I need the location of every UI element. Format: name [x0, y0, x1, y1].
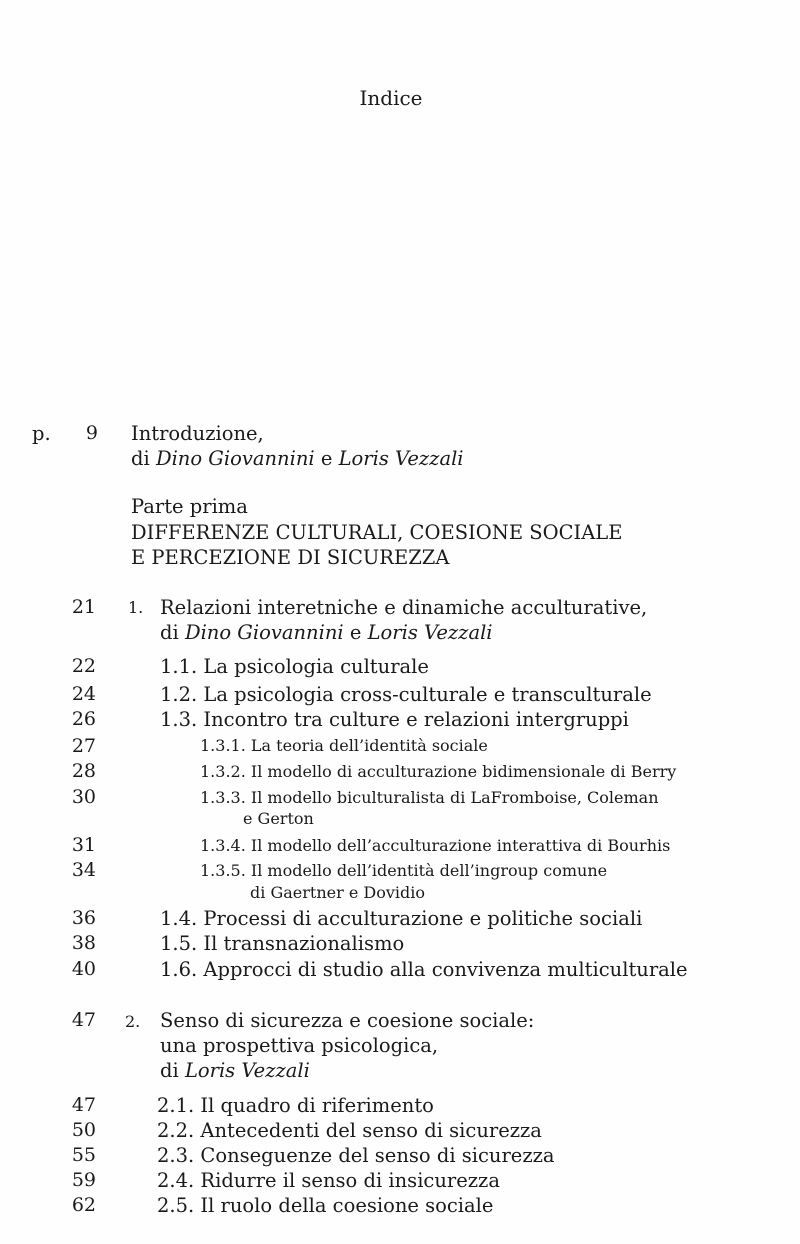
section-1-5: 1.5. Il transnazionalismo	[160, 932, 405, 955]
section-1-3-1: 1.3.1. La teoria dell’identità sociale	[200, 736, 488, 755]
section-page-number: 59	[71, 1169, 96, 1191]
chapter-1-authors: di Dino Giovannini e Loris Vezzali	[160, 621, 493, 644]
section-page-number: 62	[71, 1194, 96, 1216]
page-prefix: p.	[32, 422, 51, 445]
section-1-3-3-cont: e Gerton	[243, 809, 314, 828]
chapter-2-number: 2.	[125, 1012, 141, 1031]
chapter-1-page-number: 21	[71, 596, 96, 618]
section-page-number: 47	[71, 1094, 96, 1116]
author-name: Dino Giovannini	[155, 447, 315, 470]
chapter-2-title-line2: una prospettiva psicologica,	[160, 1034, 439, 1057]
section-1-6: 1.6. Approcci di studio alla convivenza multiculturale	[160, 958, 688, 981]
chapter-2-authors: di Loris Vezzali	[160, 1059, 310, 1082]
section-1-1: 1.1. La psicologia culturale	[160, 655, 429, 678]
section-2-2: 2.2. Antecedenti del senso di sicurezza	[157, 1119, 542, 1142]
intro-page-number: 9	[85, 422, 98, 444]
section-page-number: 38	[71, 932, 96, 954]
part-title-line2: E PERCEZIONE DI SICUREZZA	[131, 546, 450, 569]
chapter-2-page-number: 47	[71, 1009, 96, 1031]
section-1-4: 1.4. Processi di acculturazione e politiche sociali	[160, 907, 643, 930]
section-page-number: 40	[71, 958, 96, 980]
section-1-3-3: 1.3.3. Il modello biculturalista di LaFromboise, Coleman	[200, 788, 659, 807]
section-1-3-5-cont: di Gaertner e Dovidio	[250, 883, 425, 902]
section-page-number: 27	[71, 735, 96, 757]
part-title-line1: DIFFERENZE CULTURALI, COESIONE SOCIALE	[131, 521, 623, 544]
section-page-number: 26	[71, 708, 96, 730]
section-page-number: 22	[71, 655, 96, 677]
chapter-2-title-line1: Senso di sicurezza e coesione sociale:	[160, 1009, 535, 1032]
section-1-3-2: 1.3.2. Il modello di acculturazione bidimensionale di Berry	[200, 762, 677, 781]
page-title: Indice	[359, 86, 423, 110]
author-name: Loris Vezzali	[184, 1059, 310, 1082]
section-2-4: 2.4. Ridurre il senso di insicurezza	[157, 1169, 500, 1192]
section-1-3-5: 1.3.5. Il modello dell’identità dell’ingroup comune	[200, 861, 608, 880]
section-page-number: 31	[71, 834, 96, 856]
section-page-number: 34	[71, 859, 96, 881]
section-page-number: 28	[71, 760, 96, 782]
section-1-3: 1.3. Incontro tra culture e relazioni intergruppi	[160, 708, 629, 731]
section-2-5: 2.5. Il ruolo della coesione sociale	[157, 1194, 494, 1217]
section-page-number: 55	[71, 1144, 96, 1166]
part-label: Parte prima	[131, 495, 248, 518]
section-2-3: 2.3. Conseguenze del senso di sicurezza	[157, 1144, 555, 1167]
author-name: Loris Vezzali	[338, 447, 464, 470]
section-page-number: 36	[71, 907, 96, 929]
intro-authors: di Dino Giovannini e Loris Vezzali	[131, 447, 464, 470]
intro-title: Introduzione,	[131, 422, 264, 445]
section-2-1: 2.1. Il quadro di riferimento	[157, 1094, 434, 1117]
section-page-number: 30	[71, 786, 96, 808]
chapter-1-number: 1.	[128, 598, 144, 617]
author-name: Dino Giovannini	[184, 621, 344, 644]
section-page-number: 50	[71, 1119, 96, 1141]
chapter-1-title: Relazioni interetniche e dinamiche acculturative,	[160, 596, 648, 619]
section-page-number: 24	[71, 683, 96, 705]
author-name: Loris Vezzali	[367, 621, 493, 644]
section-1-3-4: 1.3.4. Il modello dell’acculturazione interattiva di Bourhis	[200, 836, 671, 855]
section-1-2: 1.2. La psicologia cross-culturale e transculturale	[160, 683, 652, 706]
